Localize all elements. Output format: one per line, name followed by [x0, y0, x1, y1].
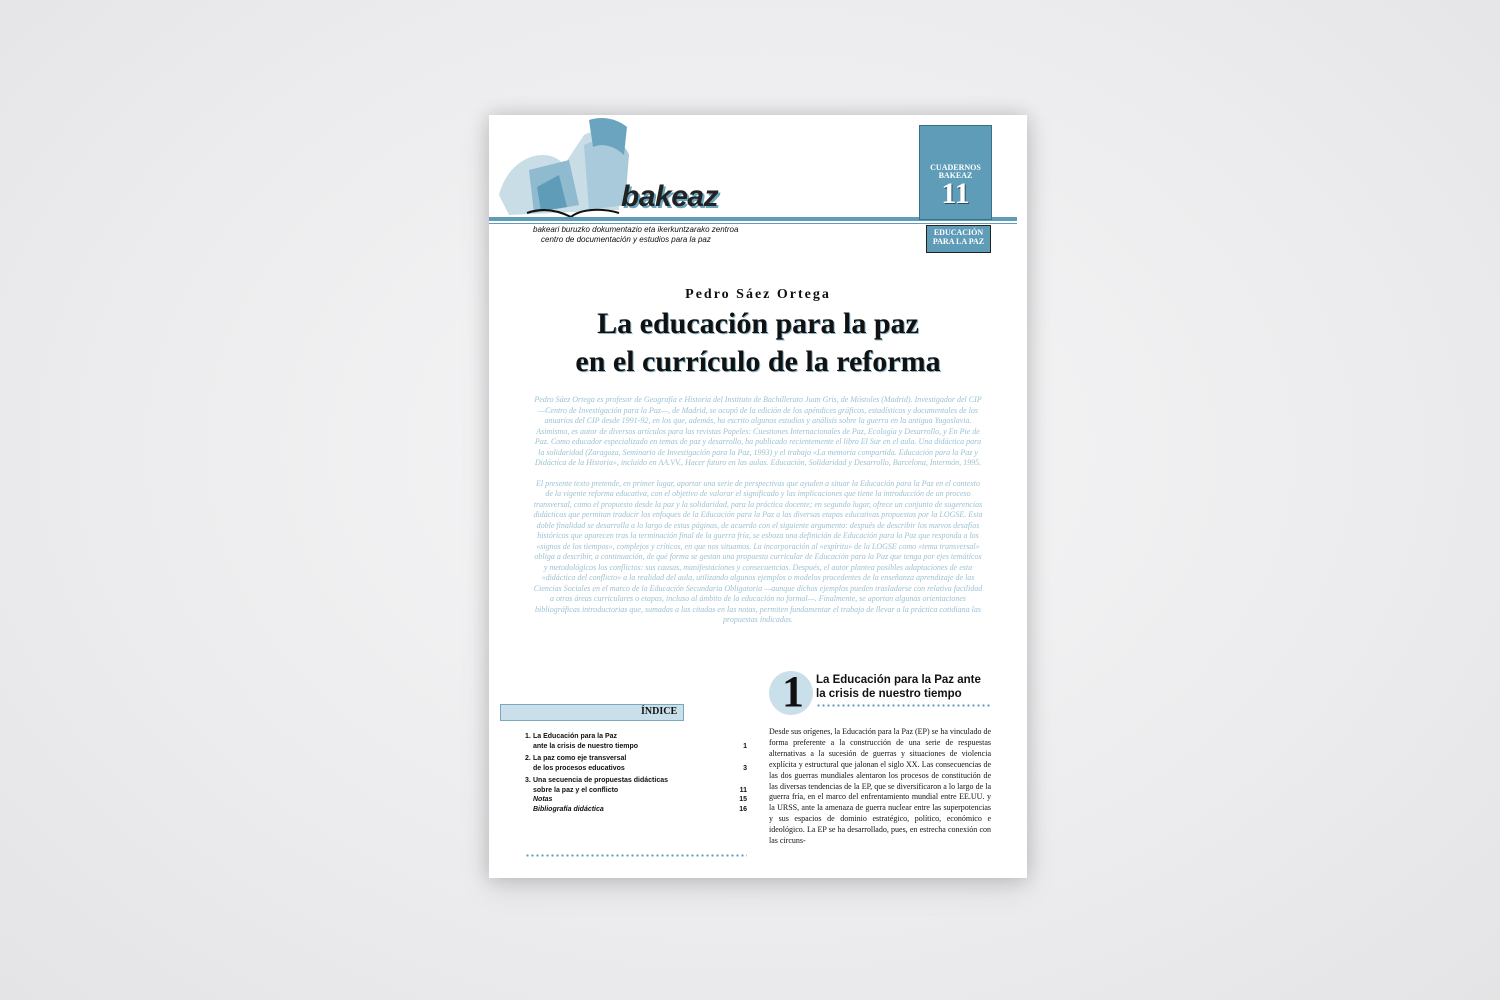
toc-number: 1.: [525, 733, 531, 740]
topic-line-1: EDUCACIÓN: [933, 228, 984, 237]
tagline-spanish: centro de documentación y estudios para la paz: [541, 235, 711, 244]
toc-number: 3.: [525, 777, 531, 784]
author-name: Pedro Sáez Ortega: [685, 287, 831, 302]
summary: El presente texto pretende, en primer lugar, aportar una serie de perspectivas que ayuden a situar la Educación para la Paz en el contexto de la vigente reforma educativa, con el objetivo de valorar el significado y las implicaciones que tiene la introducción de un proceso transversal, como el propuesto desde la paz y la solidaridad, para la práctica docente; en segundo lugar, ofrece un conjunto de sugerencias didácticas que permitan traducir los enfoques de la Educación para la Paz a las diversas etapas educativas propuestas por la LOGSE. Esta doble finalidad se desarrolla a lo largo de estas páginas, de acuerdo con el siguiente argumento: después de describir los nuevos desafíos históricos que aparecen tras la terminación final de la guerra fría, se esboza una definición de Educación para la Paz que responda a los «signos de los tiempos», complejos y críticos, en que nos situamos. La incorporación al «espíritu» de la LOGSE como «tema transversal» obliga a describir, a continuación, de qué forma se gestan una propuesta curricular de Educación para la Paz que tenga por ejes temáticos y metodológicos los conflictos: sus causas, manifestaciones y consecuencias. Después, el autor plantea posibles adaptaciones de esta «didáctica del conflicto» a la realidad del aula, utilizando algunos ejemplos o modelos procedentes de la enseñanza aprendizaje de las Ciencias Sociales en el marco de la Educación Secundaria Obligatoria —aunque dichos ejemplos pueden trasladarse con relativa facilidad a otras áreas curriculares o etapas, incluso al ámbito de la educación no formal—. Finalmente, se aportan algunas orientaciones bibliográficas introductorias que, sumadas a las citadas en las notas, permiten fundamentar el trabajo de llevar a la práctica cotidiana las propuestas indicadas.: [533, 478, 983, 624]
toc-item: [525, 776, 747, 795]
toc-item: [525, 754, 747, 773]
section-number: 1: [782, 667, 804, 716]
topic-line-2: PARA LA PAZ: [932, 237, 985, 246]
section-title: [816, 673, 981, 701]
toc-title: La Educación para la Paz: [533, 733, 618, 740]
toc-bibliography: Bibliografía didáctica: [533, 805, 604, 813]
document-title: [489, 305, 1027, 381]
logo-tagline: [533, 225, 738, 245]
section-dotted-rule: [816, 704, 991, 707]
toc-item: [525, 805, 747, 815]
toc-notes: Notas: [533, 796, 553, 803]
toc-page: 11: [739, 786, 747, 794]
toc-item: [525, 795, 747, 805]
table-of-contents: [525, 732, 747, 814]
toc-item: [525, 732, 747, 751]
toc-page: 16: [739, 805, 747, 813]
index-label: ÍNDICE: [641, 706, 678, 717]
toc-title-cont: de los procesos educativos: [533, 764, 625, 772]
series-badge: [919, 125, 992, 220]
section-body: Desde sus orígenes, la Educación para la Paz (EP) se ha vinculado de forma preferente a la construcción de una serie de respuestas alternativas a la sucesión de guerras y situaciones de violencia explícita y estructural que jalonan el siglo XX. Las consecuencias de las dos guerras mundiales alentaron los procesos de constitución de las diversas tendencias de la EP, que se diversificaron a lo largo de la guerra fría, en el marco del enfrentamiento mundial entre EE.UU. y la URSS, ante la amenaza de guerra nuclear entre las superpotencias y sus espacios de dominio estratégico, político, económico e ideológico. La EP se ha desarrollado, pues, en estrecha conexión con las circuns-: [769, 727, 991, 846]
section-title-line-1: La Educación para la Paz ante: [816, 674, 981, 686]
toc-page: 15: [739, 796, 747, 803]
index-header: [500, 704, 684, 721]
title-line-2: en el currículo de la reforma: [575, 345, 941, 378]
page-header: [489, 115, 1027, 265]
toc-title: La paz como eje transversal: [533, 755, 627, 762]
toc-title-cont: sobre la paz y el conflicto: [533, 786, 619, 794]
header-rule-thin: [489, 223, 1017, 224]
bakeaz-logo: bakeaz: [621, 180, 719, 213]
toc-page: 1: [743, 742, 747, 750]
index-dotted-rule: [525, 854, 747, 857]
tagline-basque: bakeari buruzko dokumentazio eta ikerkuntzarako zentroa: [533, 225, 739, 234]
toc-title: Una secuencia de propuestas didácticas: [533, 777, 668, 784]
toc-title-cont: ante la crisis de nuestro tiempo: [533, 742, 639, 750]
badge-line-2: BAKEAZ: [938, 171, 973, 180]
document-page: [489, 115, 1027, 878]
badge-number: 11: [941, 177, 970, 210]
abstract: [533, 395, 983, 636]
series-topic-badge: [926, 225, 991, 253]
toc-page: 3: [743, 764, 747, 772]
toc-number: 2.: [525, 755, 531, 762]
title-line-1: La educación para la paz: [597, 307, 919, 340]
section-title-line-2: la crisis de nuestro tiempo: [816, 688, 962, 700]
author-bio: Pedro Sáez Ortega es profesor de Geografía e Historia del Instituto de Bachillerato Juan Gris, de Móstoles (Madrid). Investigador del CIP —Centro de Investigación para la Paz—, de Madrid, se ocupó de la edición de los apéndices gráficos, estadísticos y documentales de los anuarios del CIP desde 1991-92, en los que, además, ha escrito algunos estudios y análisis sobre la guerra en la antigua Yugoslavia. Asimismo, es autor de diversos artículos para las revistas Papeles: Cuestiones Internacionales de Paz, Ecología y Desarrollo, y En Pie de Paz. Como educador especializado en temas de paz y desarrollo, ha publicado recientemente el libro El Sur en el aula. Una didáctica para la solidaridad (Zaragoza, Seminario de Investigación para la Paz, 1993) y el trabajo «La memoria compartida. Educación para la Paz y Didáctica de la Historia», incluido en AA.VV., Hacer futuro en las aulas. Educación, Solidaridad y Desarrollo, Barcelona, Intermón, 1995.: [534, 395, 982, 467]
badge-line-1: CUADERNOS: [930, 163, 981, 172]
